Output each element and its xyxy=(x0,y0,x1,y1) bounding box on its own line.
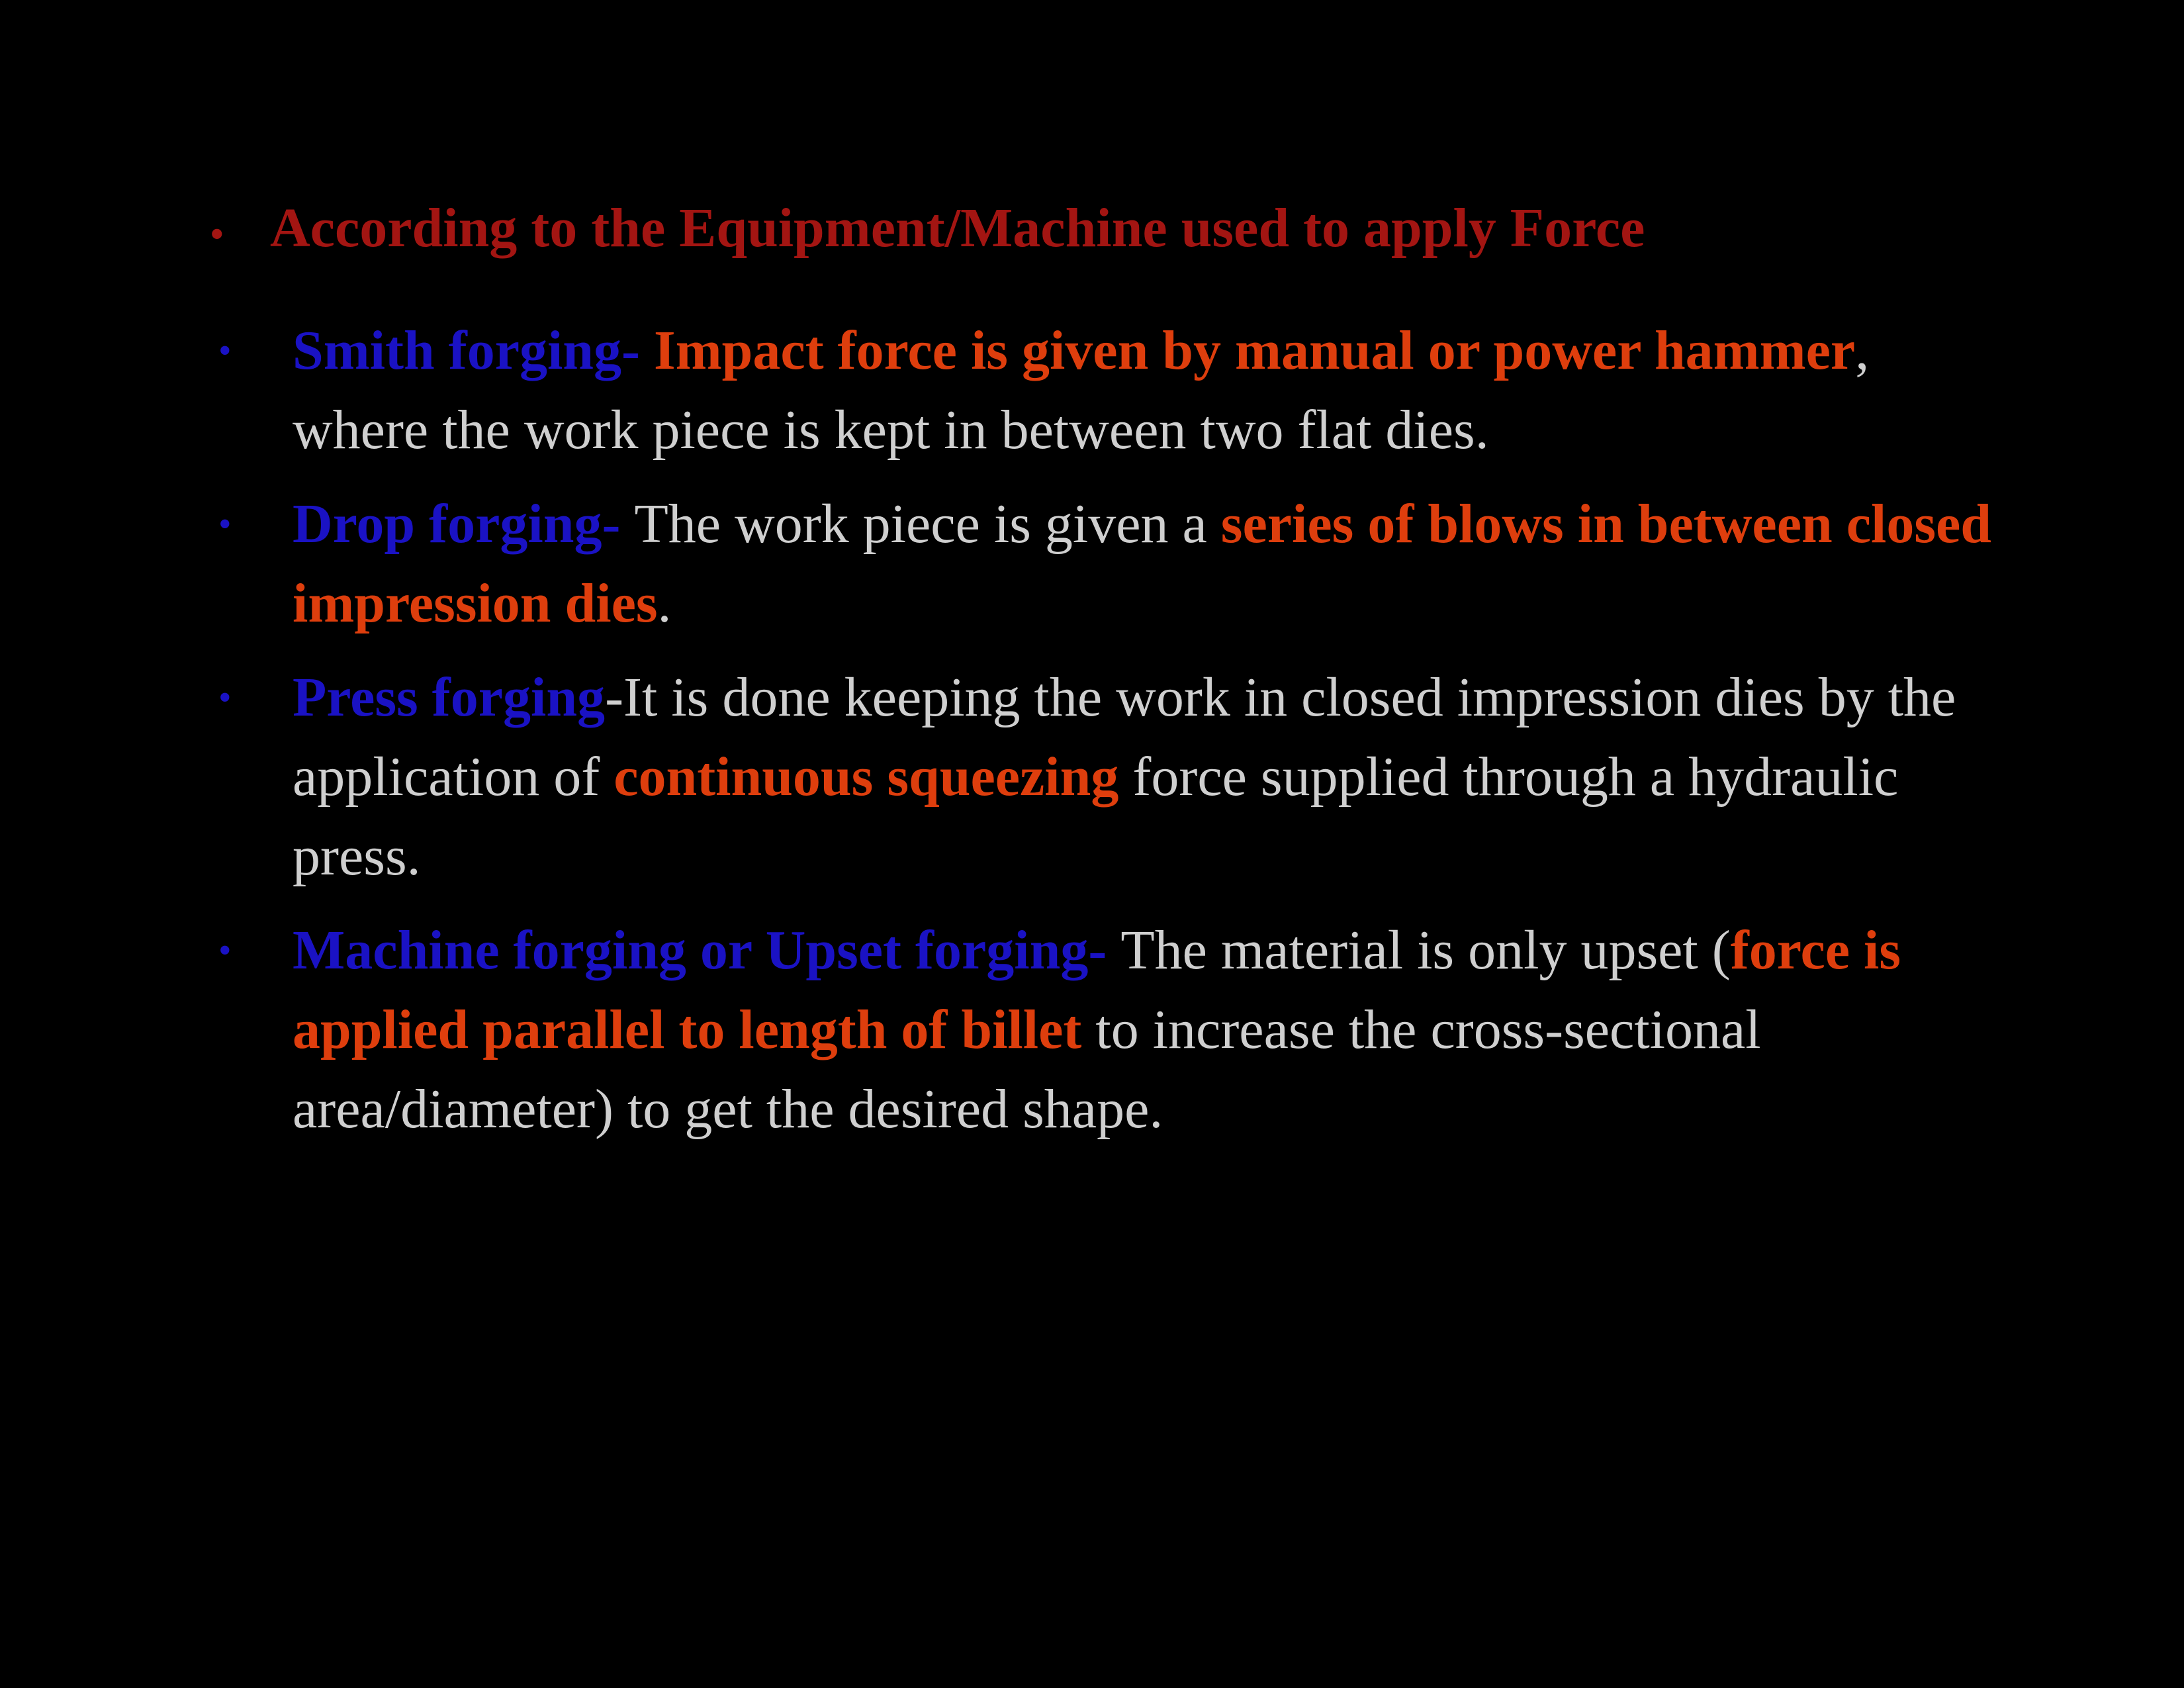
term-smith-forging: Smith forging- xyxy=(293,320,654,381)
term-press-forging: Press forging xyxy=(293,667,606,728)
heading-bullet: • xyxy=(210,214,224,255)
item-bullet: • xyxy=(218,330,232,371)
list-item-smith-forging xyxy=(218,311,1999,470)
highlight-text: continuous squeezing xyxy=(614,746,1133,808)
body-text: The work piece is given a xyxy=(634,493,1221,555)
body-text: , where the work piece is kept in between two flat dies. xyxy=(293,320,1870,461)
highlight-text: Impact force is given by manual or power hammer xyxy=(654,320,1856,381)
highlight-text: force is applied parallel to length of billet xyxy=(293,919,1901,1060)
section-heading xyxy=(210,192,1997,271)
forging-types-list xyxy=(218,311,1999,1164)
body-text: to increase the cross-sectional area/diameter) to get the desired shape. xyxy=(293,999,1761,1140)
term-drop-forging: Drop forging- xyxy=(293,493,635,555)
item-bullet: • xyxy=(218,677,232,718)
term-machine-forging: Machine forging or Upset forging- xyxy=(293,919,1121,981)
body-text: The material is only upset ( xyxy=(1120,919,1731,981)
item-bullet: • xyxy=(218,930,232,971)
body-text: . xyxy=(657,573,672,634)
list-item-press-forging xyxy=(218,658,1999,896)
body-text: -It is done keeping the work in closed impression dies by the application of xyxy=(293,667,1956,808)
item-bullet: • xyxy=(218,504,232,545)
list-item-machine-forging xyxy=(218,911,1999,1149)
heading-text: According to the Equipment/Machine used to apply Force xyxy=(270,197,1645,259)
highlight-text: series of blows in between closed impression dies xyxy=(293,493,1992,634)
body-text: force supplied through a hydraulic press. xyxy=(293,746,1899,887)
list-item-drop-forging xyxy=(218,485,1999,643)
